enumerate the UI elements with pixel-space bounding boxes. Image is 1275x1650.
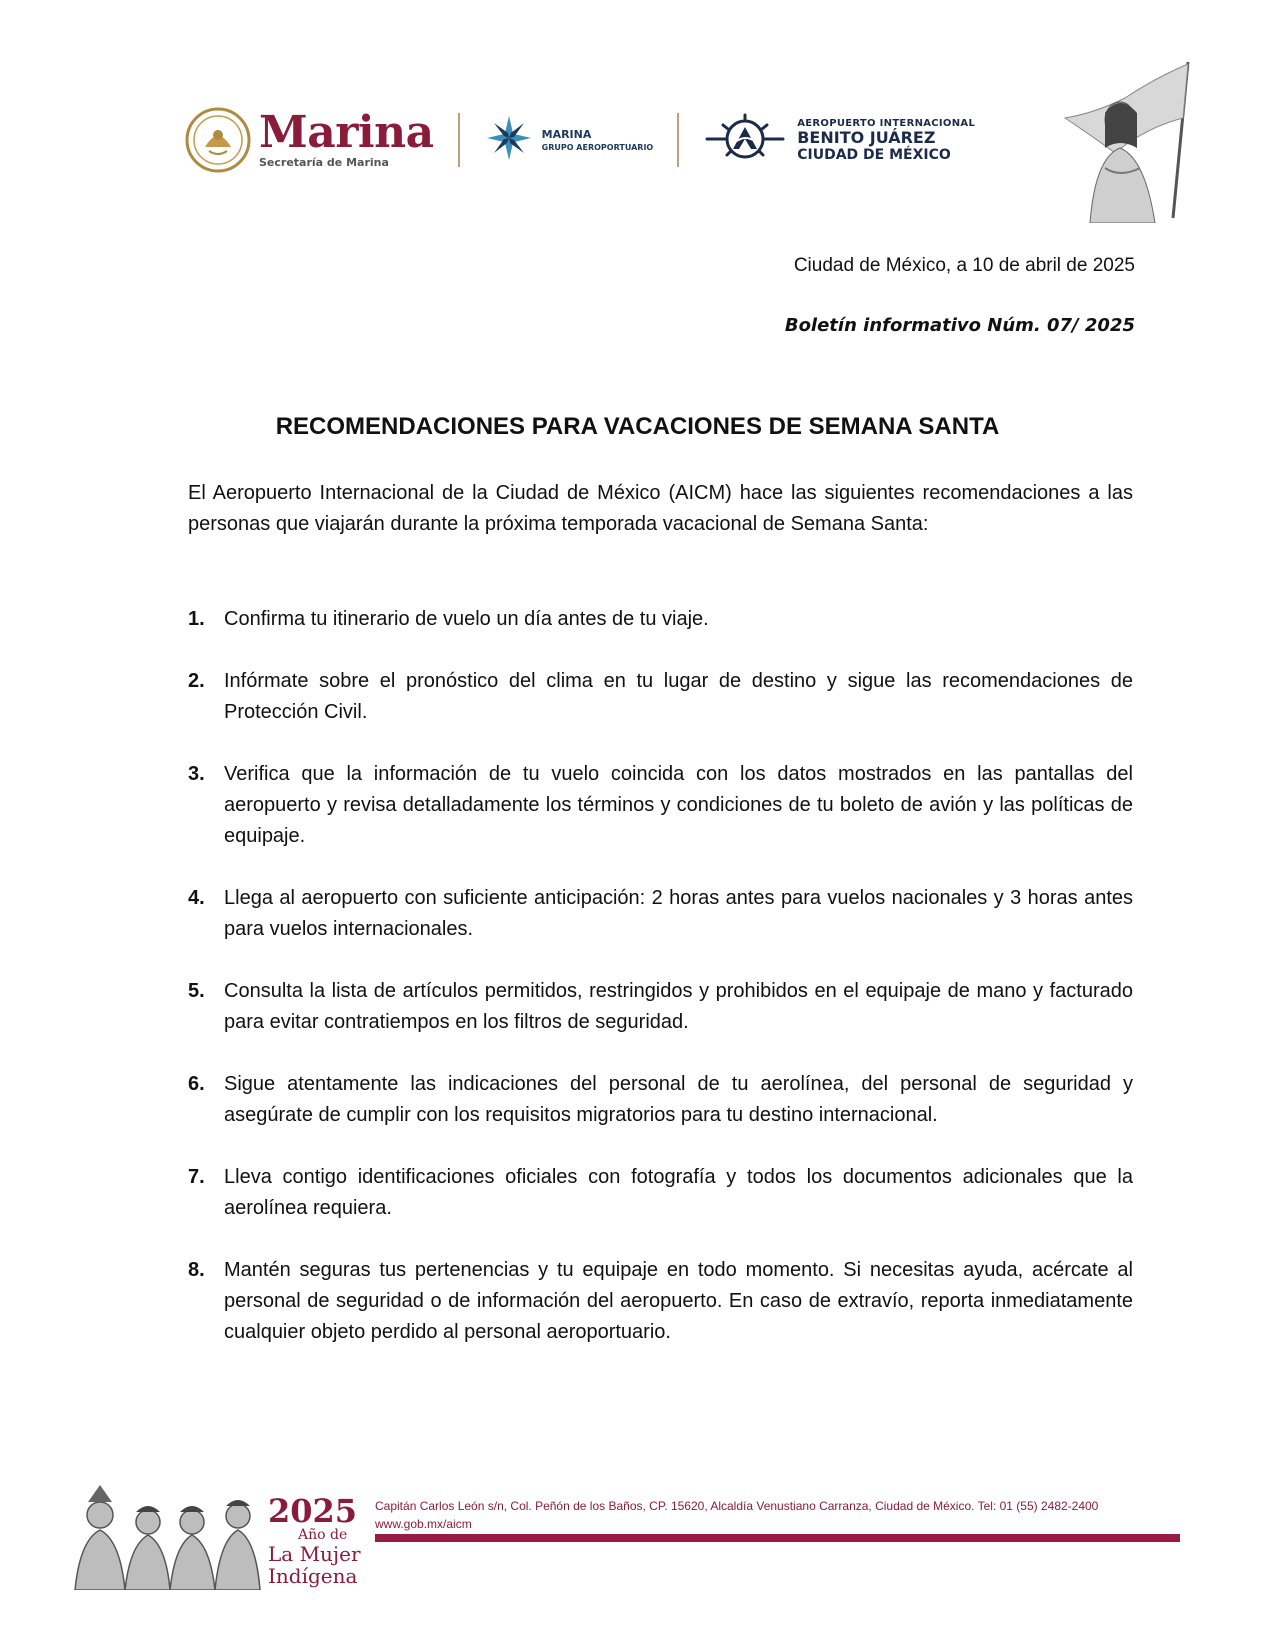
item-text: Consulta la lista de artículos permitidos, restringidos y prohibidos en el equipaje de mano y facturado para evitar contratiempos en los filtros de seguridad.	[224, 980, 1133, 1033]
list-item	[188, 666, 1133, 728]
year-line2: La Mujer	[268, 1542, 361, 1566]
woman-with-flag-icon	[1045, 58, 1205, 223]
item-number: 6.	[188, 1073, 205, 1095]
aicm-line2: BENITO JUÁREZ	[797, 127, 936, 147]
item-number: 5.	[188, 980, 205, 1002]
item-text: Confirma tu itinerario de vuelo un día antes de tu viaje.	[224, 608, 709, 630]
logo-divider	[677, 113, 679, 167]
item-number: 2.	[188, 670, 205, 692]
footer-address: Capitán Carlos León s/n, Col. Peñón de los Baños, CP. 15620, Alcaldía Venustiano Carranza, Ciudad de México. Tel: 01 (55) 2482-2400	[375, 1499, 1099, 1513]
year-number: 2025	[268, 1492, 358, 1530]
item-number: 8.	[188, 1259, 205, 1281]
year-line1: Año de	[298, 1527, 348, 1543]
year-line3: Indígena	[268, 1564, 358, 1588]
list-item	[188, 976, 1133, 1038]
aicm-logo	[703, 111, 975, 169]
grupo-aeroportuario-logo	[484, 113, 654, 167]
list-item	[188, 759, 1133, 852]
item-text: Mantén seguras tus pertenencias y tu equipaje en todo momento. Si necesitas ayuda, acércate al personal de seguridad o de información del aeropuerto. En caso de extravío, reporta inmediatamente cualquier objeto perdido al personal aeroportuario.	[224, 1259, 1133, 1343]
item-text: Verifica que la información de tu vuelo coincida con los datos mostrados en las pantallas del aeropuerto y revisa detalladamente los términos y condiciones de tu boleto de avión y las políticas de equipaje.	[224, 763, 1133, 847]
list-item	[188, 1255, 1133, 1348]
gap-subtitle: GRUPO AEROPORTUARIO	[541, 143, 654, 152]
item-text: Lleva contigo identificaciones oficiales con fotografía y todos los documentos adicionales que la aerolínea requiera.	[224, 1166, 1133, 1219]
marina-title: Marina	[259, 106, 434, 158]
header-logos	[185, 95, 975, 185]
list-item	[188, 1069, 1133, 1131]
aicm-emblem-icon	[703, 111, 787, 169]
marina-subtitle: Secretaría de Marina	[259, 155, 389, 169]
list-item	[188, 883, 1133, 945]
indigenous-women-icon	[70, 1480, 280, 1590]
recommendations-list	[188, 604, 1133, 1379]
star-burst-icon	[484, 113, 534, 167]
footer-website[interactable]: www.gob.mx/aicm	[375, 1517, 472, 1531]
bulletin-number: Boletín informativo Núm. 07/ 2025	[784, 315, 1135, 336]
aicm-line3: CIUDAD DE MÉXICO	[797, 146, 951, 163]
page-title: RECOMENDACIONES PARA VACACIONES DE SEMANA SANTA	[275, 413, 1000, 440]
dateline: Ciudad de México, a 10 de abril de 2025	[793, 255, 1135, 276]
item-text: Llega al aeropuerto con suficiente anticipación: 2 horas antes para vuelos nacionales y 3 horas antes para vuelos internacionales.	[224, 887, 1133, 940]
year-logo	[268, 1492, 361, 1588]
intro-paragraph: El Aeropuerto Internacional de la Ciudad de México (AICM) hace las siguientes recomendaciones a las personas que viajarán durante la próxima temporada vacacional de Semana Santa:	[188, 482, 1133, 535]
item-number: 1.	[188, 608, 205, 630]
marina-logo	[259, 106, 434, 169]
logo-divider	[458, 113, 460, 167]
item-number: 3.	[188, 763, 205, 785]
item-text: Sigue atentamente las indicaciones del personal de tu aerolínea, del personal de seguridad y asegúrate de cumplir con los requisitos migratorios para tu destino internacional.	[224, 1073, 1133, 1126]
mexico-seal-icon	[185, 107, 251, 173]
footer-bar	[375, 1534, 1180, 1542]
item-number: 7.	[188, 1166, 205, 1188]
item-text: Infórmate sobre el pronóstico del clima en tu lugar de destino y sigue las recomendaciones de Protección Civil.	[224, 670, 1133, 723]
aicm-line1: AEROPUERTO INTERNACIONAL	[797, 117, 976, 129]
list-item	[188, 604, 1133, 635]
gap-title: MARINA	[541, 128, 592, 141]
list-item	[188, 1162, 1133, 1224]
item-number: 4.	[188, 887, 205, 909]
